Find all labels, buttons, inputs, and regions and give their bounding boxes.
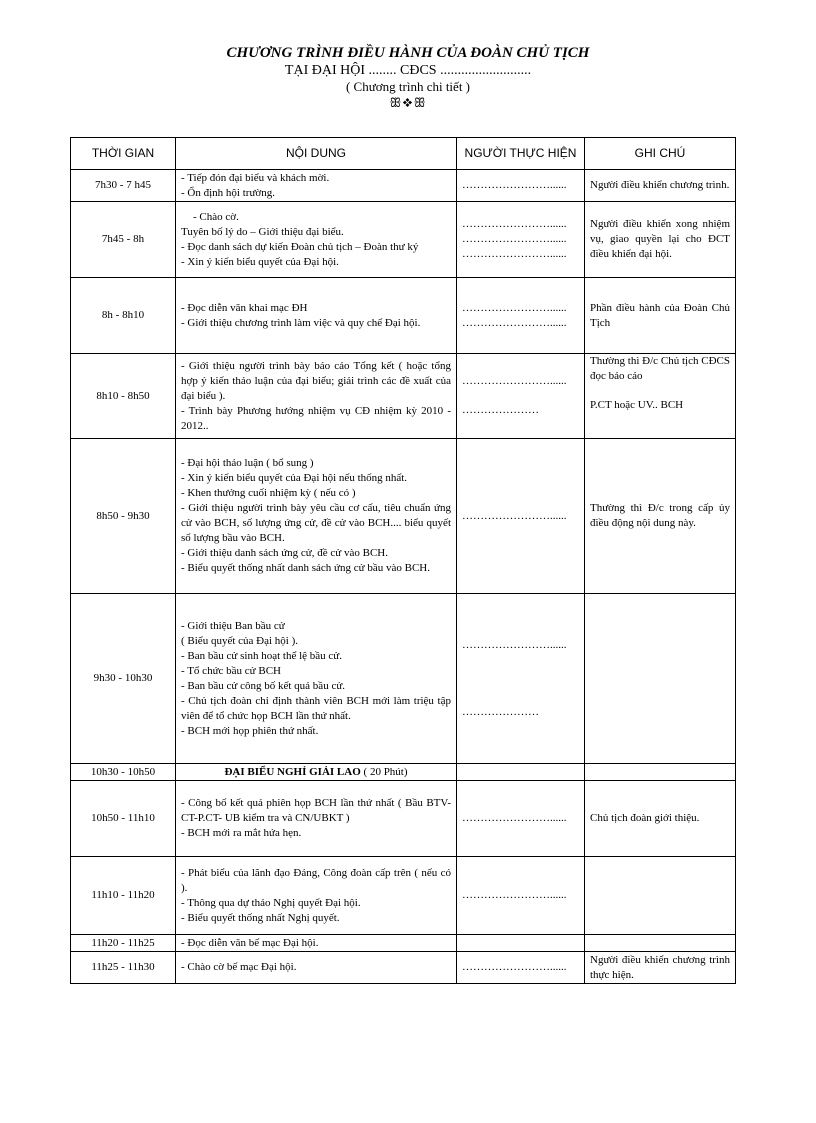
table-row (71, 439, 736, 594)
content-line: - Giới thiệu Ban bầu cử (181, 619, 285, 632)
performer-line: ……………………...... (462, 301, 567, 314)
row-content (176, 935, 457, 952)
row-time: 8h - 8h10 (71, 278, 176, 354)
performer-line: ……………………...... (462, 889, 567, 901)
row-note (585, 857, 736, 935)
row-time: 11h10 - 11h20 (71, 857, 176, 935)
performer-line: ……………………...... (462, 961, 567, 973)
row-note (585, 594, 736, 764)
row-time: 8h10 - 8h50 (71, 354, 176, 439)
row-content (176, 952, 457, 984)
row-note (585, 935, 736, 952)
note-line: Người điều khiển xong nhiệm vụ, giao quyền lại cho ĐCT điều khiển đại hội. (590, 218, 730, 260)
row-time: 11h25 - 11h30 (71, 952, 176, 984)
content-line: - Giới thiệu danh sách ứng cử, đề cử vào BCH. (181, 547, 388, 559)
table-row (71, 857, 736, 935)
table-row (71, 594, 736, 764)
row-note (585, 170, 736, 202)
content-line: - Ban bầu cử công bố kết quả bầu cử. (181, 679, 346, 692)
performer-line: ……………………...... (462, 509, 567, 522)
note-line: Người điều khiển chương trình. (590, 179, 730, 191)
row-note (585, 781, 736, 857)
row-content (176, 857, 457, 935)
content-line: Tuyên bố lý do – Giới thiệu đại biểu. (181, 225, 344, 238)
row-note (585, 278, 736, 354)
content-line: - Tiếp đón đại biểu và khách mời. (181, 171, 330, 184)
content-line: - Giới thiệu người trình bày yêu cầu cơ cấu, tiêu chuẩn ứng cử vào BCH, số lượng ứng cử, đề cử vào BCH.... biểu quyết số lượng bầu vào BCH. (181, 502, 451, 544)
row-performer (457, 781, 585, 857)
header-performer: NGƯỜI THỰC HIỆN (457, 138, 585, 170)
row-note (585, 202, 736, 278)
break-duration: ( 20 Phút) (360, 765, 408, 778)
document-subtitle: TẠI ĐẠI HỘI ........ CĐCS .......................... (284, 63, 532, 78)
content-line: - Giới thiệu chương trình làm việc và quy chế Đại hội. (181, 316, 421, 329)
ornament-divider-icon: ꕥ❖ꕥ (389, 95, 427, 110)
content-line: - Chào cờ. (193, 210, 239, 223)
content-line: - BCH mới họp phiên thứ nhất. (181, 724, 319, 737)
header-content: NỘI DUNG (176, 138, 457, 170)
row-content (176, 781, 457, 857)
row-performer (457, 278, 585, 354)
performer-line: ……………………...... (462, 179, 567, 191)
header-time: THỜI GIAN (71, 138, 176, 170)
content-line: - Chủ tịch đoàn chỉ định thành viên BCH mới làm triệu tập viên để tổ chức họp BCH lần thứ nhất. (181, 694, 451, 722)
content-line: - Trình bày Phương hướng nhiệm vụ CĐ nhiệm kỳ 2010 - 2012.. (181, 404, 451, 432)
row-performer (457, 952, 585, 984)
row-performer (457, 935, 585, 952)
note-line: Thường thì Đ/c trong cấp ủy điều động nội dung này. (590, 502, 730, 529)
content-line: - Ổn định hội trường. (181, 186, 275, 199)
table-row (71, 170, 736, 202)
table-header-row (71, 138, 736, 170)
note-line: Thường thì Đ/c Chủ tịch CĐCS đọc báo cáo (590, 355, 730, 382)
document-detail: ( Chương trình chi tiết ) (345, 79, 471, 94)
row-content (176, 354, 457, 439)
row-content (176, 764, 457, 781)
performer-line: ……………………...... (462, 638, 567, 651)
row-time: 8h50 - 9h30 (71, 439, 176, 594)
content-line: - Đọc diễn văn khai mạc ĐH (181, 301, 308, 314)
row-performer (457, 202, 585, 278)
row-performer (457, 764, 585, 781)
row-time: 10h30 - 10h50 (71, 764, 176, 781)
content-line: - Tổ chức bầu cử BCH (181, 664, 282, 677)
content-line: - Đọc diễn văn bế mạc Đại hội. (181, 936, 319, 949)
break-label: ĐẠI BIỂU NGHỈ GIẢI LAO (224, 765, 361, 778)
content-line: - Đại hội thảo luận ( bổ sung ) (181, 457, 314, 469)
row-content (176, 278, 457, 354)
content-line: - Xin ý kiến biểu quyết của Đại hội. (181, 255, 339, 268)
row-content (176, 594, 457, 764)
content-line: - Khen thưởng cuối nhiệm kỳ ( nếu có ) (181, 487, 356, 499)
row-performer (457, 354, 585, 439)
content-line: ( Biểu quyết của Đại hội ). (181, 634, 298, 647)
content-line: - Đọc danh sách dự kiến Đoàn chủ tịch – Đoàn thư ký (181, 240, 419, 253)
document-header (0, 44, 816, 111)
content-line: - Phát biểu của lãnh đạo Đảng, Công đoàn cấp trên ( nếu có ). (181, 866, 451, 894)
table-row (71, 202, 736, 278)
document-title: CHƯƠNG TRÌNH ĐIỀU HÀNH CỦA ĐOÀN CHỦ TỊCH (226, 45, 590, 61)
table-row (71, 764, 736, 781)
row-performer (457, 439, 585, 594)
performer-line: ……………………...... (462, 233, 567, 245)
performer-line: ……………………...... (462, 248, 567, 260)
row-performer (457, 170, 585, 202)
content-line: - Giới thiệu người trình bày báo cáo Tổng kết ( hoặc tổng hợp ý kiến thảo luận của đại biểu; giải trình các đề xuất của đại biểu ). (181, 359, 451, 402)
schedule-table (70, 137, 736, 984)
performer-line: ……………………...... (462, 316, 567, 329)
note-line: Chủ tịch đoàn giới thiệu. (590, 812, 700, 824)
performer-line: ……………………...... (462, 375, 567, 387)
row-note (585, 354, 736, 439)
content-line: - Chào cờ bế mạc Đại hội. (181, 961, 297, 973)
row-content (176, 170, 457, 202)
row-note (585, 952, 736, 984)
content-line: - BCH mới ra mắt hứa hẹn. (181, 827, 302, 839)
row-time: 11h20 - 11h25 (71, 935, 176, 952)
content-line: - Biểu quyết thống nhất Nghị quyết. (181, 911, 340, 924)
note-line: Phần điều hành của Đoàn Chủ Tịch (590, 301, 730, 329)
row-time: 7h30 - 7 h45 (71, 170, 176, 202)
header-note: GHI CHÚ (585, 138, 736, 170)
row-time: 9h30 - 10h30 (71, 594, 176, 764)
content-line: - Thông qua dự thảo Nghị quyết Đại hội. (181, 896, 361, 909)
row-note (585, 764, 736, 781)
performer-line: ……………………...... (462, 812, 567, 824)
row-time: 7h45 - 8h (71, 202, 176, 278)
row-performer (457, 594, 585, 764)
table-row (71, 278, 736, 354)
row-note (585, 439, 736, 594)
row-performer (457, 857, 585, 935)
note-line: Người điều khiển chương trình thực hiện. (590, 953, 730, 981)
content-line: - Xin ý kiến biểu quyết của Đại hội nếu thống nhất. (181, 472, 408, 484)
note-line: P.CT hoặc UV.. BCH (590, 399, 684, 411)
table-row (71, 781, 736, 857)
table-row (71, 935, 736, 952)
table-row (71, 952, 736, 984)
content-line: - Công bố kết quả phiên họp BCH lần thứ nhất ( Bầu BTV-CT-P.CT- UB kiểm tra và CN/UBKT ) (181, 797, 451, 824)
row-content (176, 202, 457, 278)
table-row (71, 354, 736, 439)
row-content (176, 439, 457, 594)
content-line: - Biểu quyết thống nhất danh sách ứng cử bầu vào BCH. (181, 562, 430, 574)
performer-line: ……………………...... (462, 218, 567, 230)
performer-line: ………………… (462, 705, 539, 718)
content-line: - Ban bầu cử sinh hoạt thể lệ bầu cử. (181, 649, 342, 662)
performer-line: ………………… (462, 404, 539, 416)
row-time: 10h50 - 11h10 (71, 781, 176, 857)
